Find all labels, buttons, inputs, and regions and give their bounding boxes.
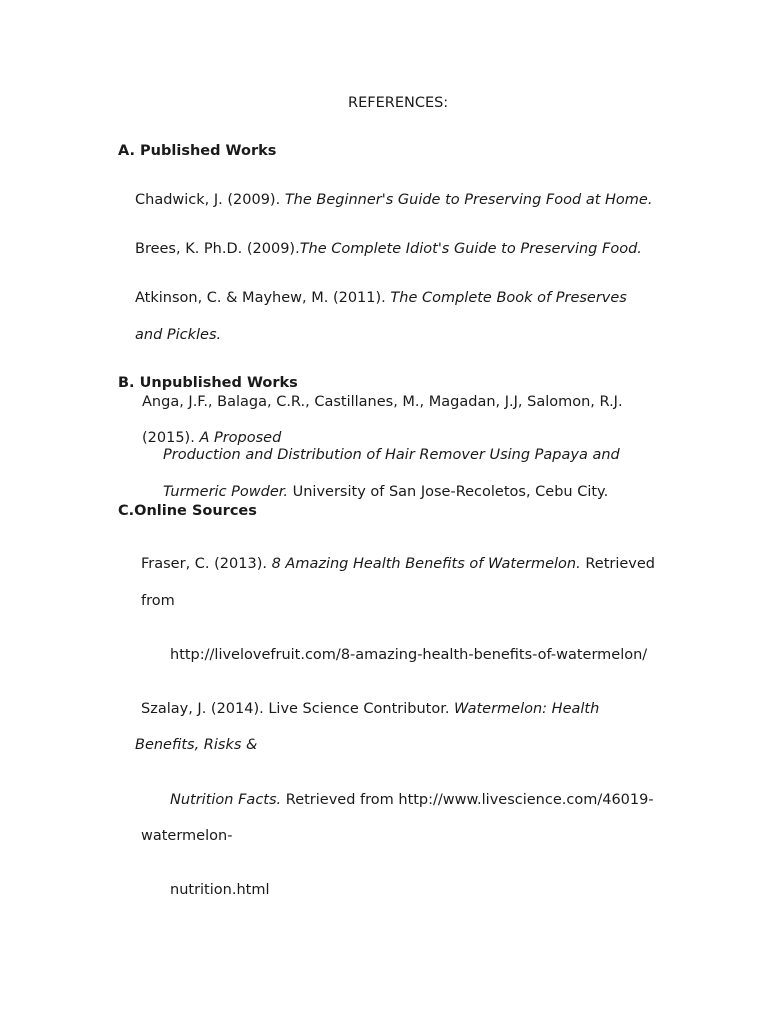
- reference-author-date: Brees, K. Ph.D. (2009).: [135, 241, 300, 257]
- reference-entry: [135, 289, 627, 307]
- reference-title-continued: Nutrition Facts.: [170, 792, 282, 808]
- section-heading-online: C.Online Sources: [118, 503, 257, 519]
- section-heading-unpublished: B. Unpublished Works: [118, 375, 298, 391]
- reference-retrieved: Retrieved: [580, 556, 655, 572]
- reference-title-continued: Benefits, Risks &: [135, 737, 258, 753]
- section-heading-published: A. Published Works: [118, 143, 277, 159]
- reference-url-continued: nutrition.html: [170, 882, 270, 898]
- reference-title: 8 Amazing Health Benefits of Watermelon.: [271, 556, 581, 572]
- reference-entry: [163, 483, 608, 501]
- reference-from: from: [141, 593, 175, 609]
- reference-institution: University of San Jose-Recoletos, Cebu City.: [288, 484, 609, 500]
- reference-entry: [170, 791, 654, 809]
- reference-url: http://livelovefruit.com/8-amazing-health-benefits-of-watermelon/: [170, 647, 648, 663]
- reference-title: A Proposed: [199, 430, 282, 446]
- reference-author-date: Szalay, J. (2014). Live Science Contributor.: [141, 701, 455, 717]
- reference-authors: Anga, J.F., Balaga, C.R., Castillanes, M., Magadan, J.J, Salomon, R.J.: [142, 394, 623, 410]
- reference-title-continued: Turmeric Powder.: [163, 484, 289, 500]
- reference-title-continued: Production and Distribution of Hair Remover Using Papaya and: [163, 447, 620, 463]
- reference-author-date: Atkinson, C. & Mayhew, M. (2011).: [135, 290, 391, 306]
- reference-entry: [141, 700, 599, 718]
- reference-title: The Complete Idiot's Guide to Preserving Food.: [299, 241, 642, 257]
- reference-date: (2015).: [142, 430, 200, 446]
- reference-title-continued: and Pickles.: [135, 327, 222, 343]
- reference-entry: [135, 191, 652, 209]
- reference-retrieved: Retrieved from http://www.livescience.com/46019-: [281, 792, 654, 808]
- reference-author-date: Fraser, C. (2013).: [141, 556, 272, 572]
- reference-url-continued: watermelon-: [141, 828, 233, 844]
- reference-title: The Beginner's Guide to Preserving Food at Home.: [284, 192, 653, 208]
- page-title: REFERENCES:: [348, 95, 449, 111]
- reference-entry: [135, 240, 642, 258]
- reference-entry: [142, 429, 281, 447]
- reference-author-date: Chadwick, J. (2009).: [135, 192, 285, 208]
- reference-entry: [141, 555, 655, 573]
- reference-title: Watermelon: Health: [454, 701, 600, 717]
- reference-title: The Complete Book of Preserves: [390, 290, 627, 306]
